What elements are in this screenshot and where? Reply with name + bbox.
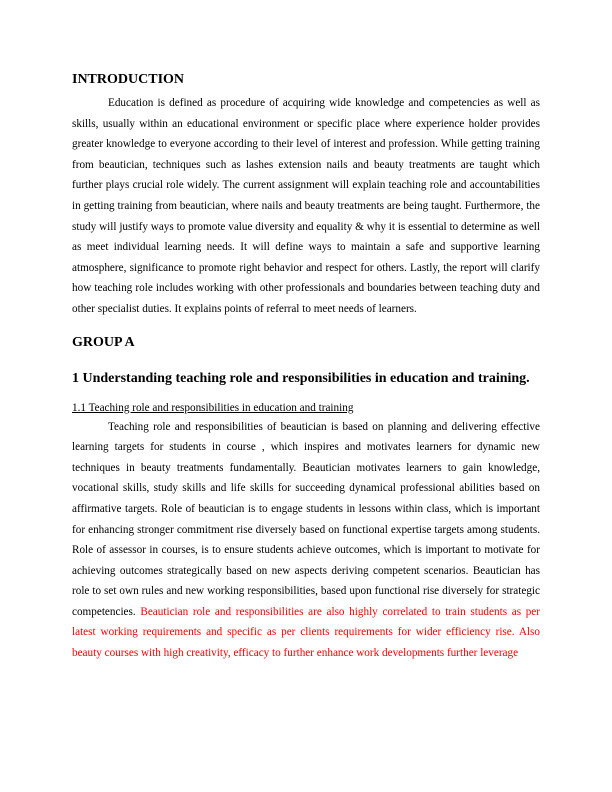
highlighted-paragraph-text: Beautician role and responsibilities are also highly correlated to train students as per latest working requirements and specific as per clients requirements for wider efficiency rise. Also beauty courses with high creativity, efficacy to further enhance work developments further leverage <box>72 605 540 660</box>
introduction-heading: INTRODUCTION <box>72 72 185 87</box>
introduction-paragraph: Education is defined as procedure of acquiring wide knowledge and competencies as well as skills, usually within an educational environment or specific place where experience holder provides greater knowledge to everyone according to their level of interest and profession. While getting training from beautician, techniques such as lashes extension nails and beauty treatments are taught which further plays crucial role widely. The current assignment will explain teaching role and accountabilities in getting training from beautician, where nails and beauty treatments are being taught. Furthermore, the study will justify ways to promote value diversity and equality & why it is essential to determine as well as meet individual learning needs. It will define ways to maintain a safe and supportive learning atmosphere, significance to promote right behavior and respect for others. Lastly, the report will clarify how teaching role includes working with other professionals and boundaries between teaching duty and other specialist duties. It explains points of referral to meet needs of learners. <box>72 97 540 315</box>
section-1-heading: 1 Understanding teaching role and responsibilities in education and training. <box>72 370 530 386</box>
section-1-1-paragraph <box>72 417 540 664</box>
group-a-heading: GROUP A <box>72 334 135 350</box>
subsection-1-1-heading: 1.1 Teaching role and responsibilities in education and training <box>72 401 354 414</box>
document-page <box>72 70 540 664</box>
paragraph-text: Teaching role and responsibilities of beautician is based on planning and delivering effective learning targets for students in course , which inspires and motivates learners for dynamic new techniques in beauty treatments fundamentally. Beautician motivates learners to gain knowledge, vocational skills, study skills and life skills for succeeding dynamical professional abilities based on affirmative targets. Role of beautician is to engage students in lessons within class, which is important for enhancing stronger commitment rise diversely based on functional expertise targets among students. Role of assessor in courses, is to ensure students achieve outcomes, which is important to motivate for achieving outcomes strategically based on new aspects deriving competent scenarios. Beautician has role to set own rules and new working responsibilities, based upon functional rise diversely for strategic competencies. <box>72 420 540 618</box>
